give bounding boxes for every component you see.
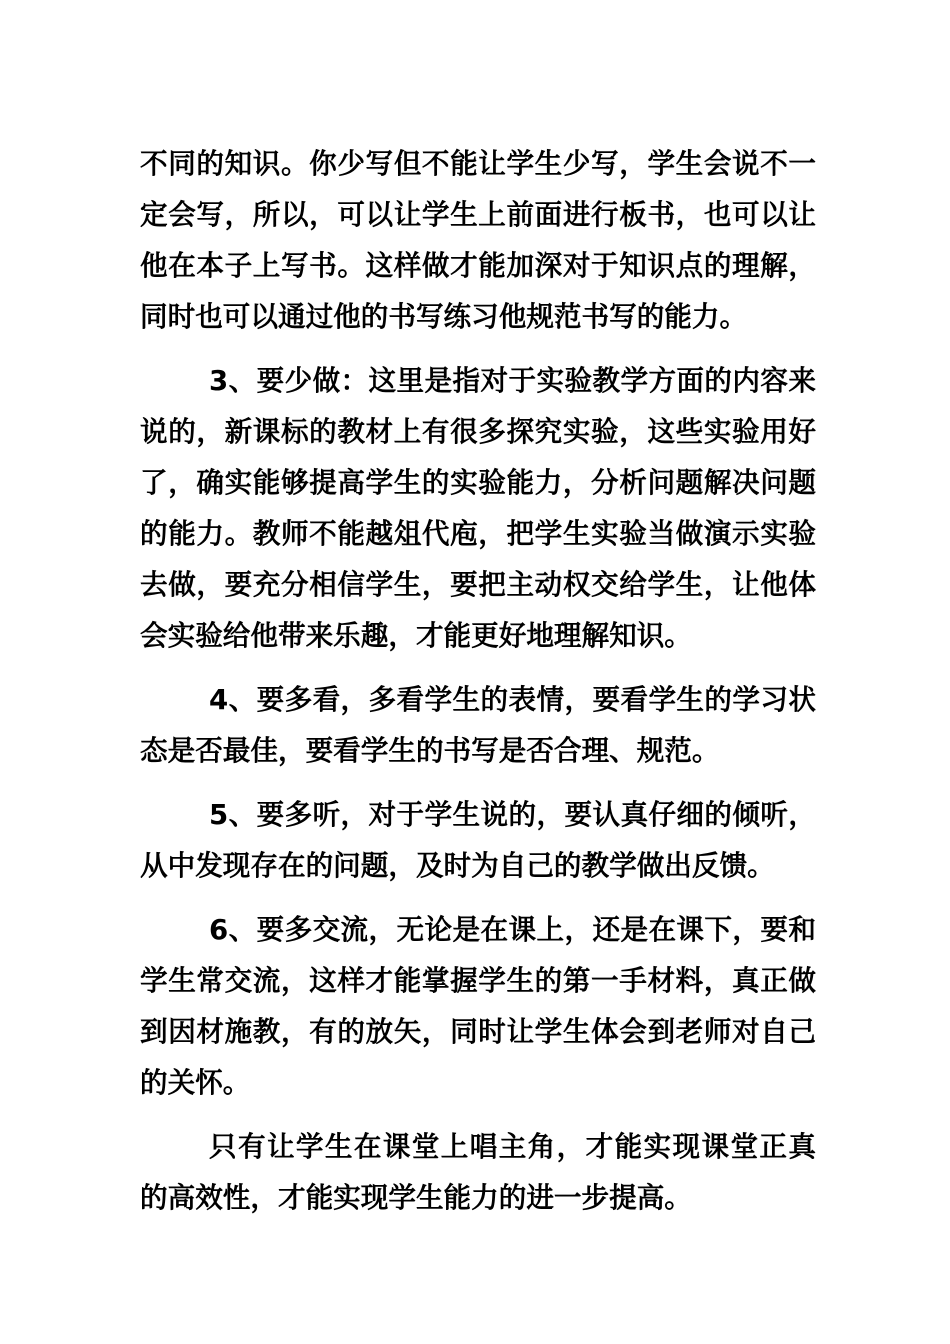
paragraph-text: 不同的知识。你少写但不能让学生少写，学生会说不一定会写，所以，可以让学生上前面进行板书，也可以让他在本子上写书。这样做才能加深对于知识点的理解，同时也可以通过他的书写练习他规范书写的能力。	[140, 147, 816, 333]
paragraph-text: 、要多交流，无论是在课上，还是在课下，要和学生常交流，这样才能掌握学生的第一手材料，真正做到因材施教，有的放矢，同时让学生体会到老师对自己的关怀。	[140, 913, 816, 1099]
document-page	[140, 138, 816, 1236]
paragraph-item-6	[140, 904, 816, 1108]
paragraph-continued	[140, 138, 816, 342]
item-number: 6	[209, 913, 229, 946]
paragraph-text: 、要少做：这里是指对于实验教学方面的内容来说的，新课标的教材上有很多探究实验，这些实验用好了，确实能够提高学生的实验能力，分析问题解决问题的能力。教师不能越俎代庖，把学生实验当做演示实验去做，要充分相信学生，要把主动权交给学生，让他体会实验给他带来乐趣，才能更好地理解知识。	[140, 364, 816, 652]
paragraph-item-3	[140, 355, 816, 661]
item-number: 4	[209, 683, 229, 716]
paragraph-text: 只有让学生在课堂上唱主角，才能实现课堂正真的高效性，才能实现学生能力的进一步提高。	[140, 1130, 816, 1214]
paragraph-item-4	[140, 674, 816, 776]
item-number: 3	[209, 364, 229, 397]
item-number: 5	[209, 798, 229, 831]
paragraph-text: 、要多听，对于学生说的，要认真仔细的倾听，从中发现存在的问题，及时为自己的教学做出反馈。	[140, 798, 816, 882]
paragraph-text: 、要多看，多看学生的表情，要看学生的学习状态是否最佳，要看学生的书写是否合理、规范。	[140, 683, 816, 767]
paragraph-item-5	[140, 789, 816, 891]
paragraph-conclusion	[140, 1121, 816, 1223]
